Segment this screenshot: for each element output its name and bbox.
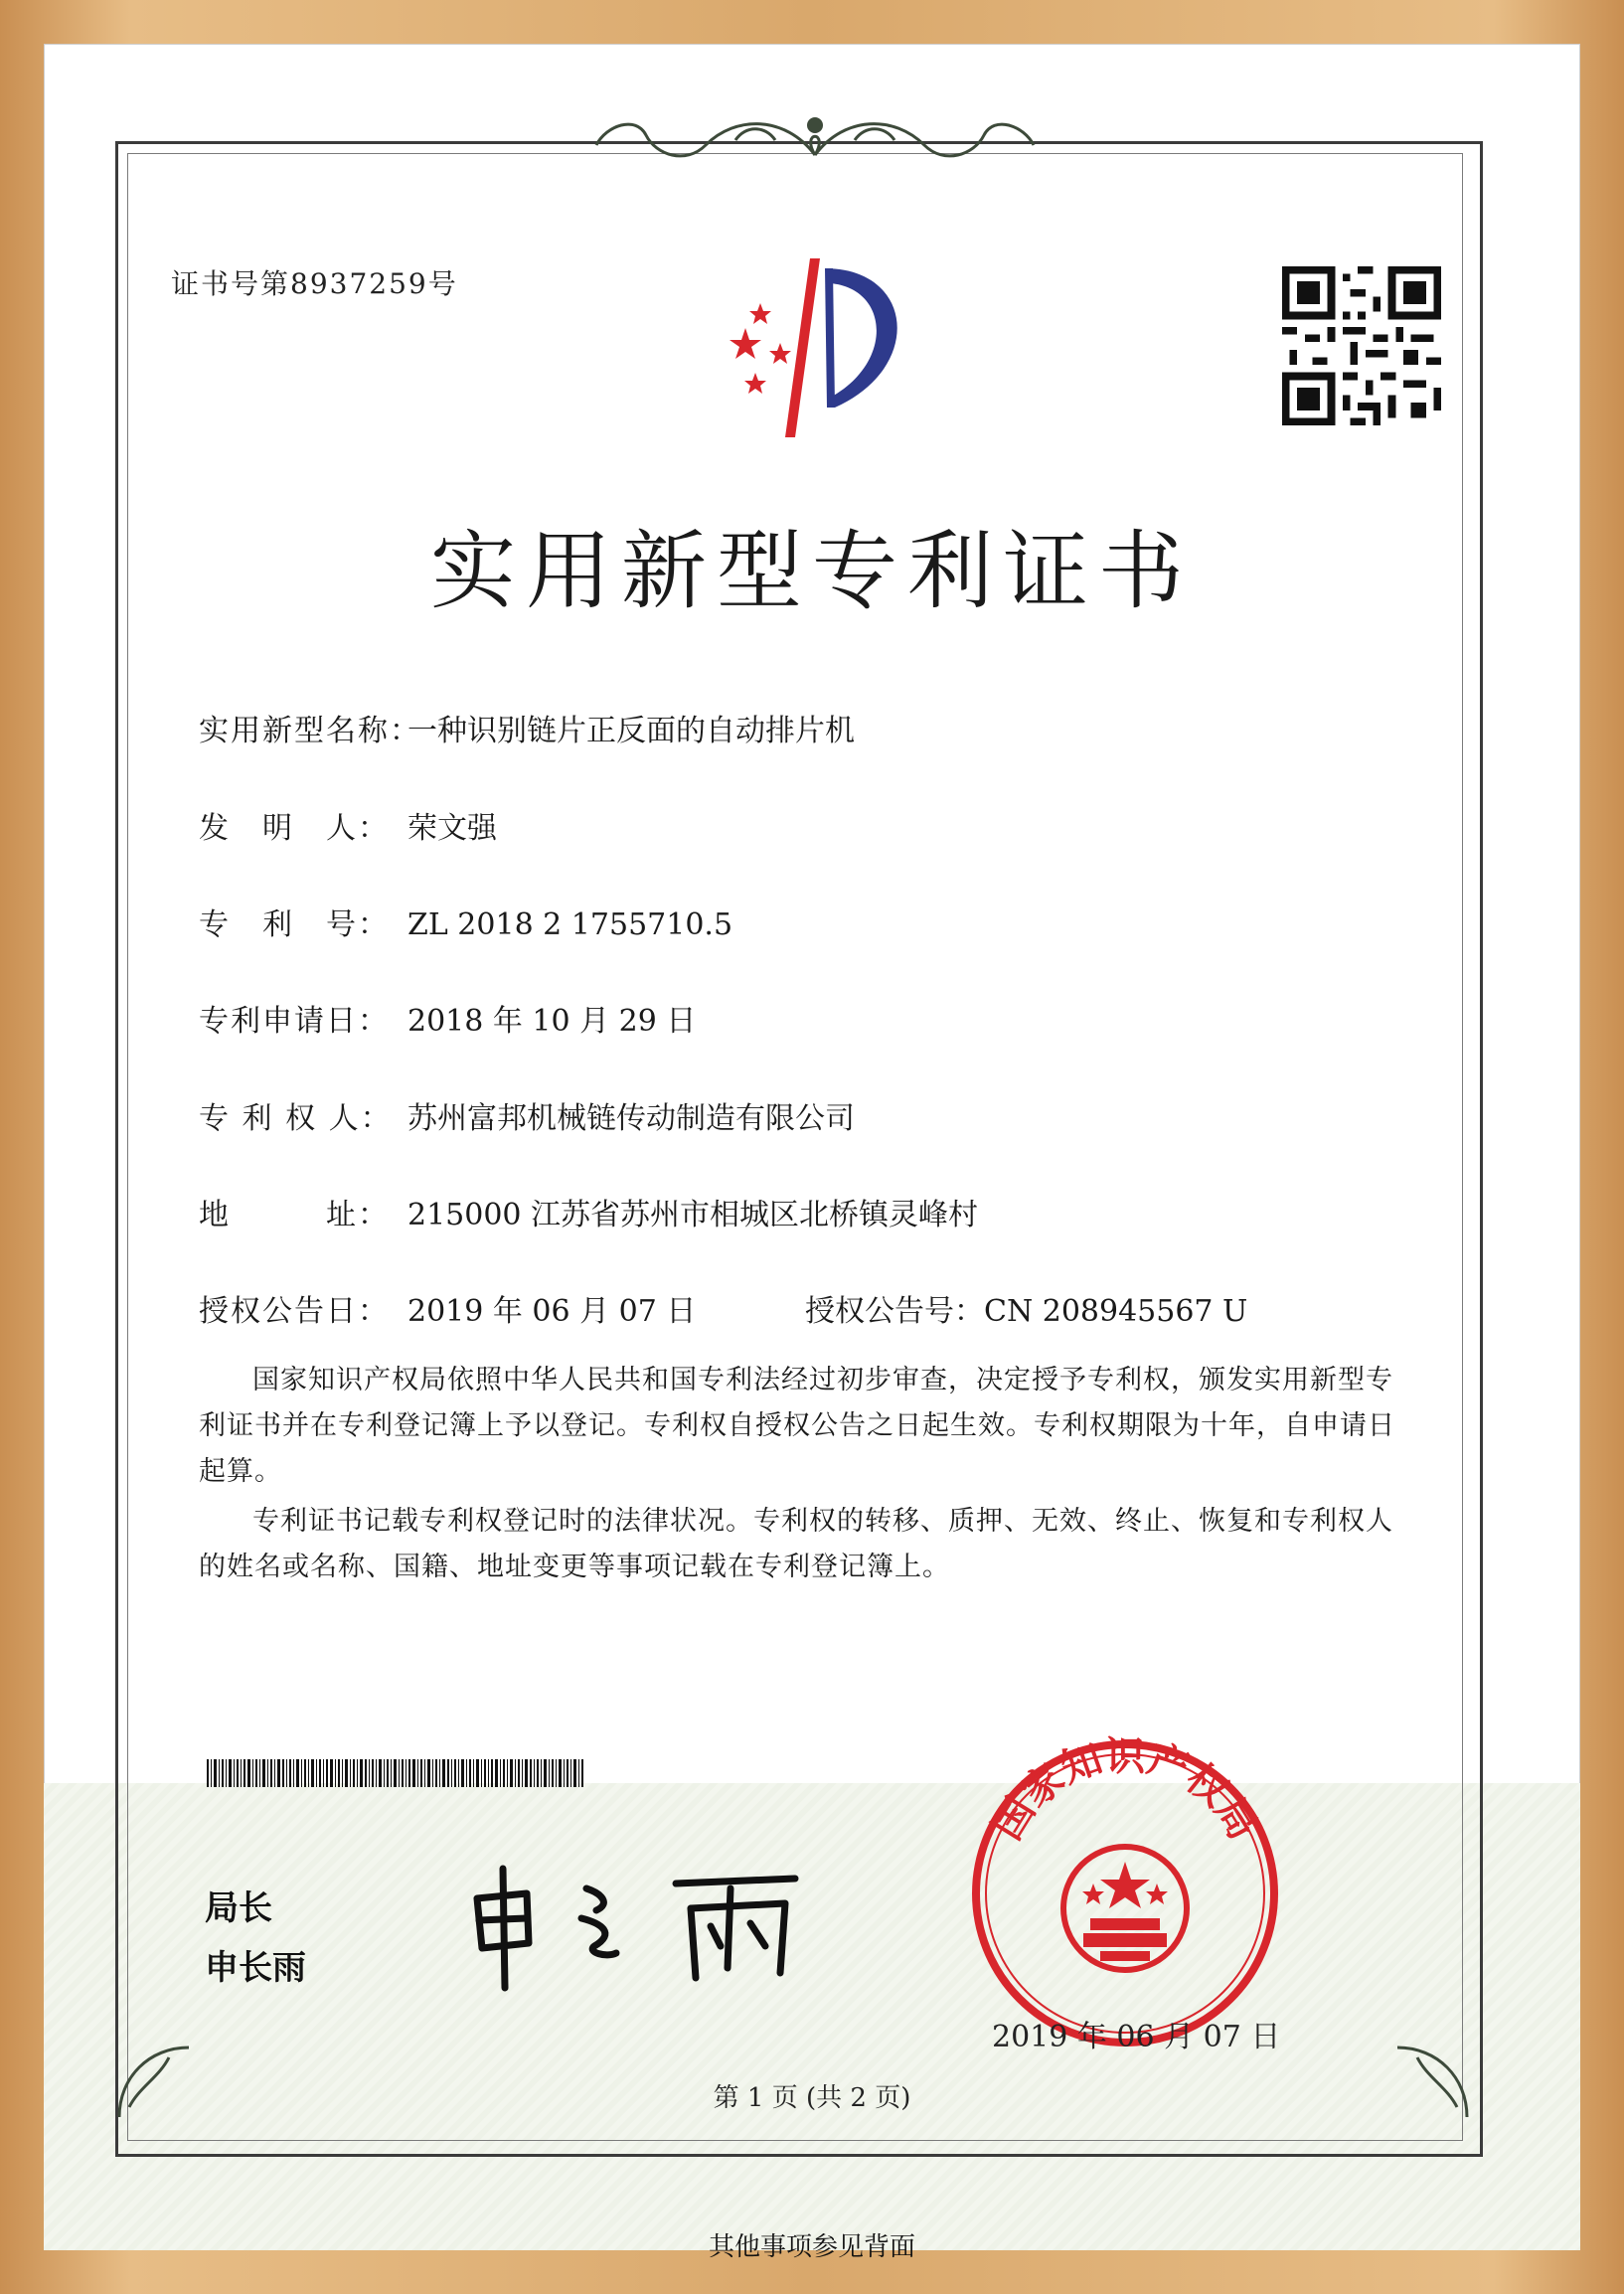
field-label: 授权公告号： — [805, 1294, 984, 1329]
field-label: 地 址： — [199, 1198, 390, 1232]
director-title: 局长 — [205, 1888, 272, 1928]
field-inventor — [199, 803, 497, 847]
page-number: 第 1 页 (共 2 页) — [713, 2083, 911, 2113]
field-value: 215000 江苏省苏州市相城区北桥镇灵峰村 — [407, 1198, 979, 1232]
director-name: 申长雨 — [205, 1948, 306, 1988]
field-label: 实用新型名称： — [199, 714, 421, 748]
barcode-icon — [207, 1759, 584, 1787]
field-label: 发 明 人： — [199, 811, 390, 846]
field-label: 授权公告日： — [199, 1294, 390, 1329]
certificate-title: 实用新型专利证书 — [430, 522, 1194, 621]
signature — [467, 1849, 825, 1998]
official-seal — [966, 1734, 1284, 2052]
field-name — [199, 706, 855, 749]
qr-code-icon — [1282, 266, 1441, 425]
field-address — [199, 1190, 978, 1233]
seal-text: 国家知识产权局 — [984, 1734, 1266, 1848]
body-paragraph-2: 专利证书记载专利权登记时的法律状况。专利权的转移、质押、无效、终止、恢复和专利权人的姓名或名称、国籍、地址变更等事项记载在专利登记簿上。 — [199, 1506, 1393, 1582]
field-label: 专 利 号： — [199, 907, 390, 942]
footer-note: 其他事项参见背面 — [708, 2232, 915, 2262]
field-value: 2019 年 06 月 07 日 — [407, 1294, 697, 1329]
field-value: ZL 2018 2 1755710.5 — [407, 907, 733, 942]
field-filing-date — [199, 996, 696, 1040]
field-grant-no — [805, 1286, 1247, 1330]
body-paragraph-1: 国家知识产权局依照中华人民共和国专利法经过初步审查，决定授予专利权，颁发实用新型专利证书并在专利登记簿上予以登记。专利权自授权公告之日起生效。专利权期限为十年，自申请日起算。 — [199, 1365, 1395, 1487]
field-value: 苏州富邦机械链传动制造有限公司 — [407, 1101, 855, 1136]
ornament-icon — [586, 95, 1044, 185]
field-value: 2018 年 10 月 29 日 — [407, 1004, 697, 1039]
cnipa-emblem-icon — [686, 248, 934, 447]
field-label: 专利申请日： — [199, 1004, 390, 1039]
field-value: 荣文强 — [407, 811, 497, 846]
field-value: CN 208945567 U — [984, 1294, 1248, 1329]
field-label: 专 利 权 人： — [199, 1101, 393, 1136]
field-value: 一种识别链片正反面的自动排片机 — [407, 714, 855, 748]
seal-date: 2019 年 06 月 07 日 — [992, 2020, 1281, 2054]
field-patent-no — [199, 900, 732, 943]
field-patentee — [199, 1093, 855, 1137]
certificate-number: 证书号第8937259号 — [171, 267, 458, 300]
field-grant-date — [199, 1286, 696, 1330]
